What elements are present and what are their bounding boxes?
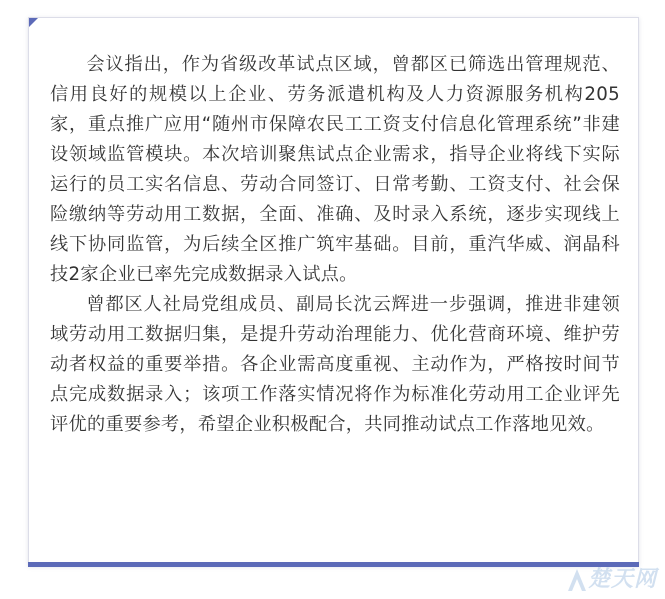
watermark-text: 楚天网: [587, 567, 657, 592]
corner-accent: [29, 18, 38, 27]
paragraph-2: 曾都区人社局党组成员、副局长沈云辉进一步强调，推进非建领域劳动用工数据归集，是提升劳动治理能力、优化营商环境、维护劳动者权益的重要举措。各企业需高度重视、主动作为，严格按时间节点完成数据录入；该项工作落实情况将作为标准化劳动用工企业评先评优的重要参考，希望企业积极配合，共同推动试点工作落地见效。: [50, 294, 620, 435]
watermark: [566, 565, 657, 593]
bottom-accent-bar: [28, 562, 639, 567]
article-body: [50, 50, 620, 440]
article-card: [28, 17, 639, 566]
paragraph-1: 会议指出，作为省级改革试点区域，曾都区已筛选出管理规范、信用良好的规模以上企业、劳务派遣机构及人力资源服务机构205家，重点推广应用“随州市保障农民工工资支付信息化管理系统”非建设领域监管模块。本次培训聚焦试点企业需求，指导企业将线下实际运行的员工实名信息、劳动合同签订、日常考勤、工资支付、社会保险缴纳等劳动用工数据，全面、准确、及时录入系统，逐步实现线上线下协同监管，为后续全区推广筑牢基础。目前，重汽华威、润晶科技2家企业已率先完成数据录入试点。: [50, 54, 620, 285]
watermark-logo-icon: [566, 567, 588, 593]
